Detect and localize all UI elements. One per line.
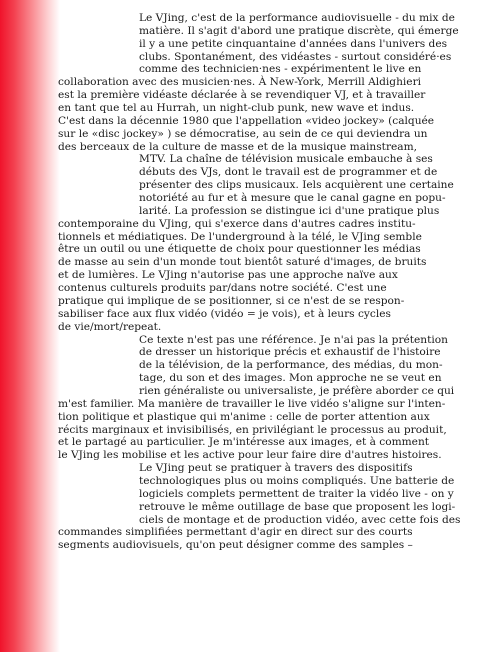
text-line: récits marginaux et invisibilisés, en privilégiant le processus au produit, (58, 423, 447, 436)
text-line: Le VJing, c'est de la performance audiovisuelle - du mix de (139, 12, 455, 24)
text-line: le VJing les mobilise et les active pour leur faire dire d'autres histoires. (58, 449, 442, 462)
text-line: contemporaine du VJing, qui s'exerce dans d'autres cadres institu- (58, 217, 416, 230)
text-line: en tant que tel au Hurrah, un night-club punk, new wave et indus. (58, 102, 415, 115)
text-line: segments audiovisuels, qu'on peut désigner comme des samples – (58, 539, 413, 552)
text-line: logiciels complets permettent de traiter la vidéo live - on y (139, 487, 454, 500)
text-line: tion politique et plastique qui m'anime : celle de porter attention aux (58, 410, 430, 423)
text-line: débuts des VJs, dont le travail est de programmer et de (139, 166, 438, 179)
text-line: pratique qui implique de se positionner, si ce n'est de se respon- (58, 294, 405, 307)
text-line: de la télévision, de la performance, des médias, du mon- (139, 359, 443, 372)
text-line: MTV. La chaîne de télévision musicale embauche à ses (139, 153, 433, 166)
text-line: et le partagé au particulier. Je m'intéresse aux images, et à comment (58, 436, 430, 449)
text-line: collaboration avec des musicien·nes. À New-York, Merrill Aldighieri (58, 76, 422, 89)
text-line: être un outil ou une étiquette de choix pour questionner les médias (58, 243, 421, 256)
text-line: rien généraliste ou universaliste, je préfère aborder ce qui (139, 384, 455, 397)
text-line: tage, du son et des images. Mon approche ne se veut en (139, 372, 442, 385)
text-line: Ce texte n'est pas une référence. Je n'ai pas la prétention (139, 333, 448, 346)
text-line: commandes simplifiées permettant d'agir en direct sur des courts (58, 526, 413, 539)
text-line: notoriété au fur et à mesure que le canal gagne en popu- (139, 192, 446, 205)
text-line: Le VJing peut se pratiquer à travers des dispositifs (139, 462, 413, 475)
text-line: et de lumières. Le VJing n'autorise pas une approche naïve aux (58, 269, 398, 282)
text-line: retrouve le même outillage de base que proposent les logi- (139, 500, 456, 513)
text-line: matière. Il s'agit d'abord une pratique discrète, qui émerge (139, 24, 459, 37)
text-line: comme des technicien·nes - expérimentent le live en (139, 63, 422, 76)
text-line: est la première vidéaste déclarée à se revendiquer VJ, et à travailler (58, 89, 426, 102)
text-line: m'est familier. Ma manière de travailler le live vidéo s'aligne sur l'inten- (58, 397, 446, 410)
text-line: sur le «disc jockey» ) se démocratise, au sein de ce qui deviendra un (58, 127, 428, 140)
text-line: il y a une petite cinquantaine d'années dans l'univers des (139, 37, 448, 50)
text-line: tionnels et médiatiques. De l'underground à la télé, le VJing semble (58, 230, 422, 243)
text-line: contenus culturels produits par/dans notre société. C'est une (58, 282, 387, 295)
text-line: sabiliser face aux flux vidéo (vidéo = je vois), et à leurs cycles (58, 307, 391, 320)
text-line: de masse au sein d'un monde tout bientôt saturé d'images, de bruits (58, 256, 427, 269)
text-line: de vie/mort/repeat. (58, 320, 162, 333)
text-line: de dresser un historique précis et exhaustif de l'histoire (139, 346, 441, 359)
text-line: des berceaux de la culture de masse et de la musique mainstream, (58, 140, 418, 153)
text-line: clubs. Spontanément, des vidéastes - surtout considéré·es (139, 50, 452, 63)
text-line: ciels de montage et de production vidéo, avec cette fois des (139, 513, 461, 526)
text-line: larité. La profession se distingue ici d'une pratique plus (139, 204, 440, 217)
text-line: C'est dans la décennie 1980 que l'appellation «video jockey» (calquée (58, 114, 435, 127)
text-line: technologiques plus ou moins compliqués. Une batterie de (139, 474, 455, 487)
text-line: présenter des clips musicaux. Iels acquièrent une certaine (139, 179, 454, 192)
